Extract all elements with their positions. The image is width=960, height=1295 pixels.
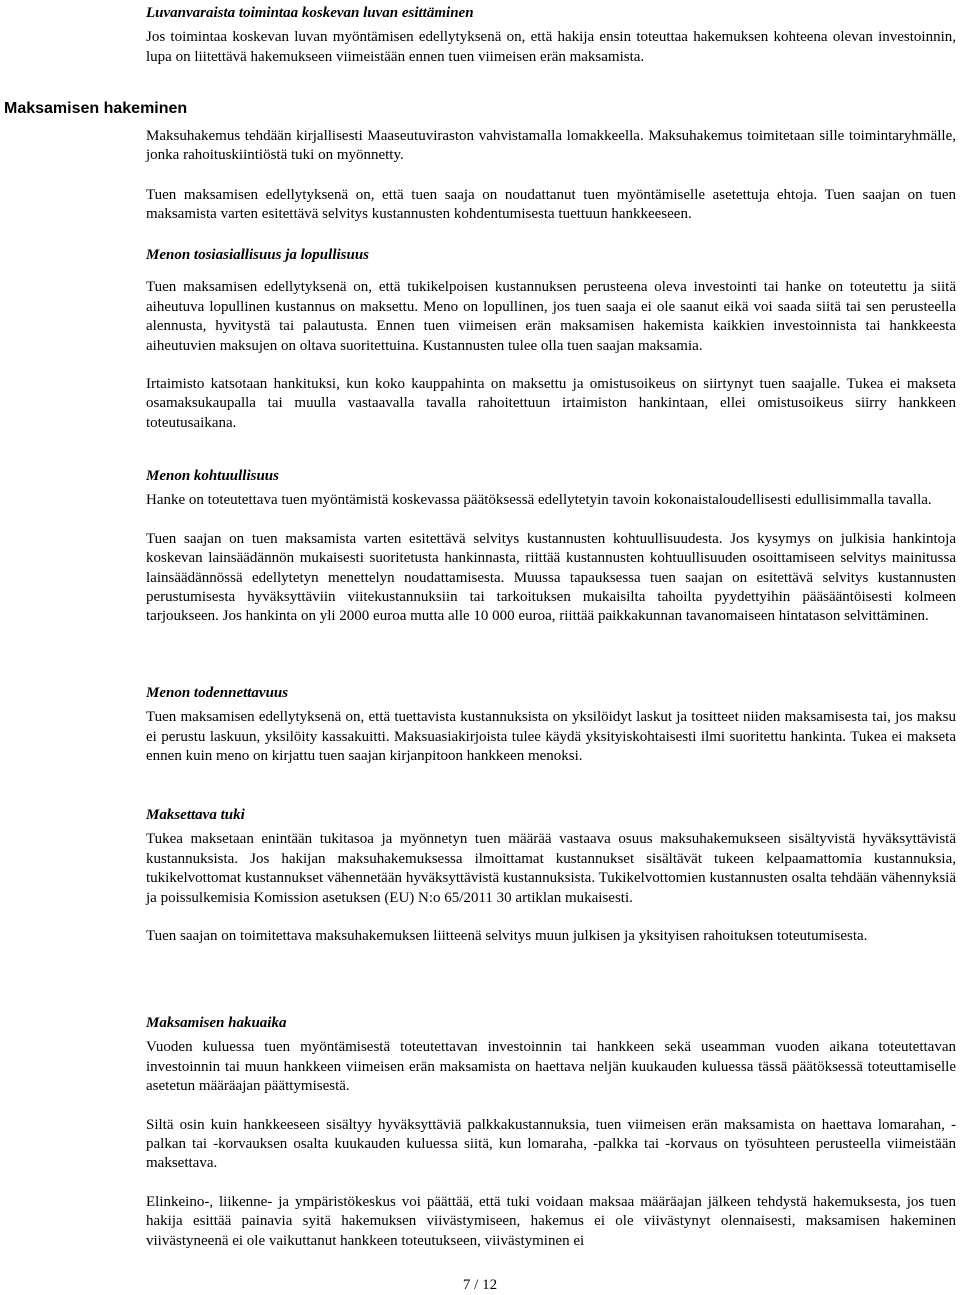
paragraph: Tuen maksamisen edellytyksenä on, että tuen saaja on noudattanut tuen myöntämiselle asetettuja ehtoja. Tuen saajan on tuen maksamista varten esitettävä selvitys kustannusten kohdentumisesta tuettuun hankkeeseen. — [146, 186, 956, 223]
paragraph: Hanke on toteutettava tuen myöntämistä koskevassa päätöksessä edellytetyin tavoin kokonaistaloudellisesti edullisimmalla tavalla. — [146, 492, 932, 509]
paragraph: Tuen maksamisen edellytyksenä on, että tuettavista kustannuksista on yksilöidyt laskut ja tositteet niiden maksamisesta tai, jos maksu ei perustu laskuun, yksilöity kassakuitti. Maksuasiakirjoista tulee käydä yksityiskohtaisesti ilmi suoritettu hankinta. Tukea ei makseta ennen kuin meno on kirjattu tuen saajan kirjanpitoon hankkeen menoksi. — [146, 709, 956, 765]
section-menon-kohtuullisuus — [146, 467, 956, 627]
section-heading: Maksettava tuki — [146, 807, 245, 823]
section-menon-todennettavuus — [146, 684, 956, 767]
section-maksamisen-hakeminen — [146, 127, 956, 225]
paragraph: Irtaimisto katsotaan hankituksi, kun koko kauppahinta on maksettu ja omistusoikeus on siirtynyt tuen saajalle. Tukea ei makseta osamaksukaupalla tai muulla vastaavalla tavalla rahoitettuun irtaimiston hankintaan, ellei omistusoikeus siirry hankkeen toteutusaikana. — [146, 376, 956, 431]
section-maksettava-tuki — [146, 806, 956, 946]
section-heading: Menon kohtuullisuus — [146, 468, 279, 484]
paragraph: Tuen saajan on tuen maksamista varten esitettävä selvitys kustannusten kohtuullisuudesta. Jos kysymys on julkisia hankintoja koskevan lainsäädännön mukaisesti suoritetusta hankinnasta, riittää kustannusten kohtuullisuuden osoittamiseen selvitys mainitussa lainsäädännössä edellytetyn menettelyn noudattamisesta. Muussa tapauksessa tuen saajan on esitettävä selvitys kustannusten perustumisesta hyväksyttäviin viitekustannuksiin tai tarkoituksen mukaisilta tahoilta pyydettyihin pääsääntöisesti kolmeen tarjoukseen. Jos hankinta on yli 2000 euroa mutta alle 10 000 euroa, riittää paikkakunnan tavanomaiseen hintatason selvittäminen. — [146, 530, 956, 625]
section-heading: Menon tosiasiallisuus ja lopullisuus — [146, 247, 370, 263]
paragraph: Vuoden kuluessa tuen myöntämisestä toteutettavan investoinnin tai hankkeen sekä useamman vuoden aikana toteutettavan investoinnin tai muun hankkeen viimeisen erän maksamista on haettava neljän kuukauden kuluessa tässä päätöksessä toteuttamiselle asetetun määräajan päättymisestä. — [146, 1039, 956, 1095]
paragraph: Tukea maksetaan enintään tukitasoa ja myönnetyn tuen määrää vastaava osuus maksuhakemukseen sisältyvistä hyväksyttävistä kustannuksista. Jos hakijan maksuhakemuksessa ilmoittamat kustannukset sisältävät tukeen kelpaamattomia kustannuksia, tukikelvottomat kustannukset vähennetään hyväksyttävistä kustannuksista. Tukikelvottomien kustannusten osalta tehdään vähennyksiä ja poissulkemisia Komission asetuksen (EU) N:o 65/2011 30 artiklan mukaisesti. — [146, 831, 956, 906]
section-heading: Menon todennettavuus — [146, 685, 289, 701]
paragraph: Tuen saajan on toimitettava maksuhakemuksen liitteenä selvitys muun julkisen ja yksityisen rahoituksen toteutumisesta. — [146, 928, 868, 945]
paragraph: Maksuhakemus tehdään kirjallisesti Maaseutuviraston vahvistamalla lomakkeella. Maksuhakemus toimitetaan sille toimintaryhmälle, jonka rahoituskiintiöstä tuki on myönnetty. — [146, 128, 956, 164]
section-maksamisen-hakuaika — [146, 1014, 956, 1251]
paragraph: Siltä osin kuin hankkeeseen sisältyy hyväksyttäviä palkkakustannuksia, tuen viimeisen erän maksamista on haettava lomarahan, -palkan tai -korvauksen osalta kuukauden kuluessa siitä, kun lomaraha, -palkka tai -korvaus on työsuhteen perusteella viimeistään maksettava. — [146, 1116, 956, 1172]
main-heading: Maksamisen hakeminen — [4, 100, 188, 117]
paragraph: Elinkeino-, liikenne- ja ympäristökeskus voi päättää, että tuki voidaan maksaa määräajan jälkeen tehdystä hakemuksesta, jos tuen hakija esittää painavia syitä hakemuksen viivästymiseen, hakemus ei ole viivästynyt olennaisesti, maksamisen hakeminen viivästyneenä ei ole vaikuttanut hankkeen toteutukseen, viivästyminen ei — [146, 1193, 956, 1249]
section-heading: Maksamisen hakuaika — [146, 1015, 287, 1031]
section-menon-tosiasiallisuus — [146, 246, 956, 433]
page-number: 7 / 12 — [462, 1277, 498, 1293]
paragraph: Jos toimintaa koskevan luvan myöntämisen edellytyksenä on, että hakija ensin toteuttaa hakemuksen kohteena olevan investoinnin, lupa on liitettävä hakemukseen viimeistään ennen tuen viimeisen erän maksamista. — [146, 29, 956, 65]
paragraph: Tuen maksamisen edellytyksenä on, että tukikelpoisen kustannuksen perusteena oleva investointi tai hanke on toteutettu ja siitä aiheutuva lopullinen kustannus on maksettu. Meno on lopullinen, jos tuen saaja ei ole saanut eikä voi saada siitä tai sen perusteella alennusta, hyvitystä tai palautusta. Ennen tuen viimeisen erän maksamisen hakemista kaikkien investoinnista tai hankkeesta aiheutuvien maksujen on oltava suoritettuina. Kustannusten tulee olla tuen saajan maksamia. — [146, 279, 956, 354]
section-luvan-esittaminen — [146, 4, 956, 67]
section-heading: Luvanvaraista toimintaa koskevan luvan esittäminen — [146, 5, 474, 21]
